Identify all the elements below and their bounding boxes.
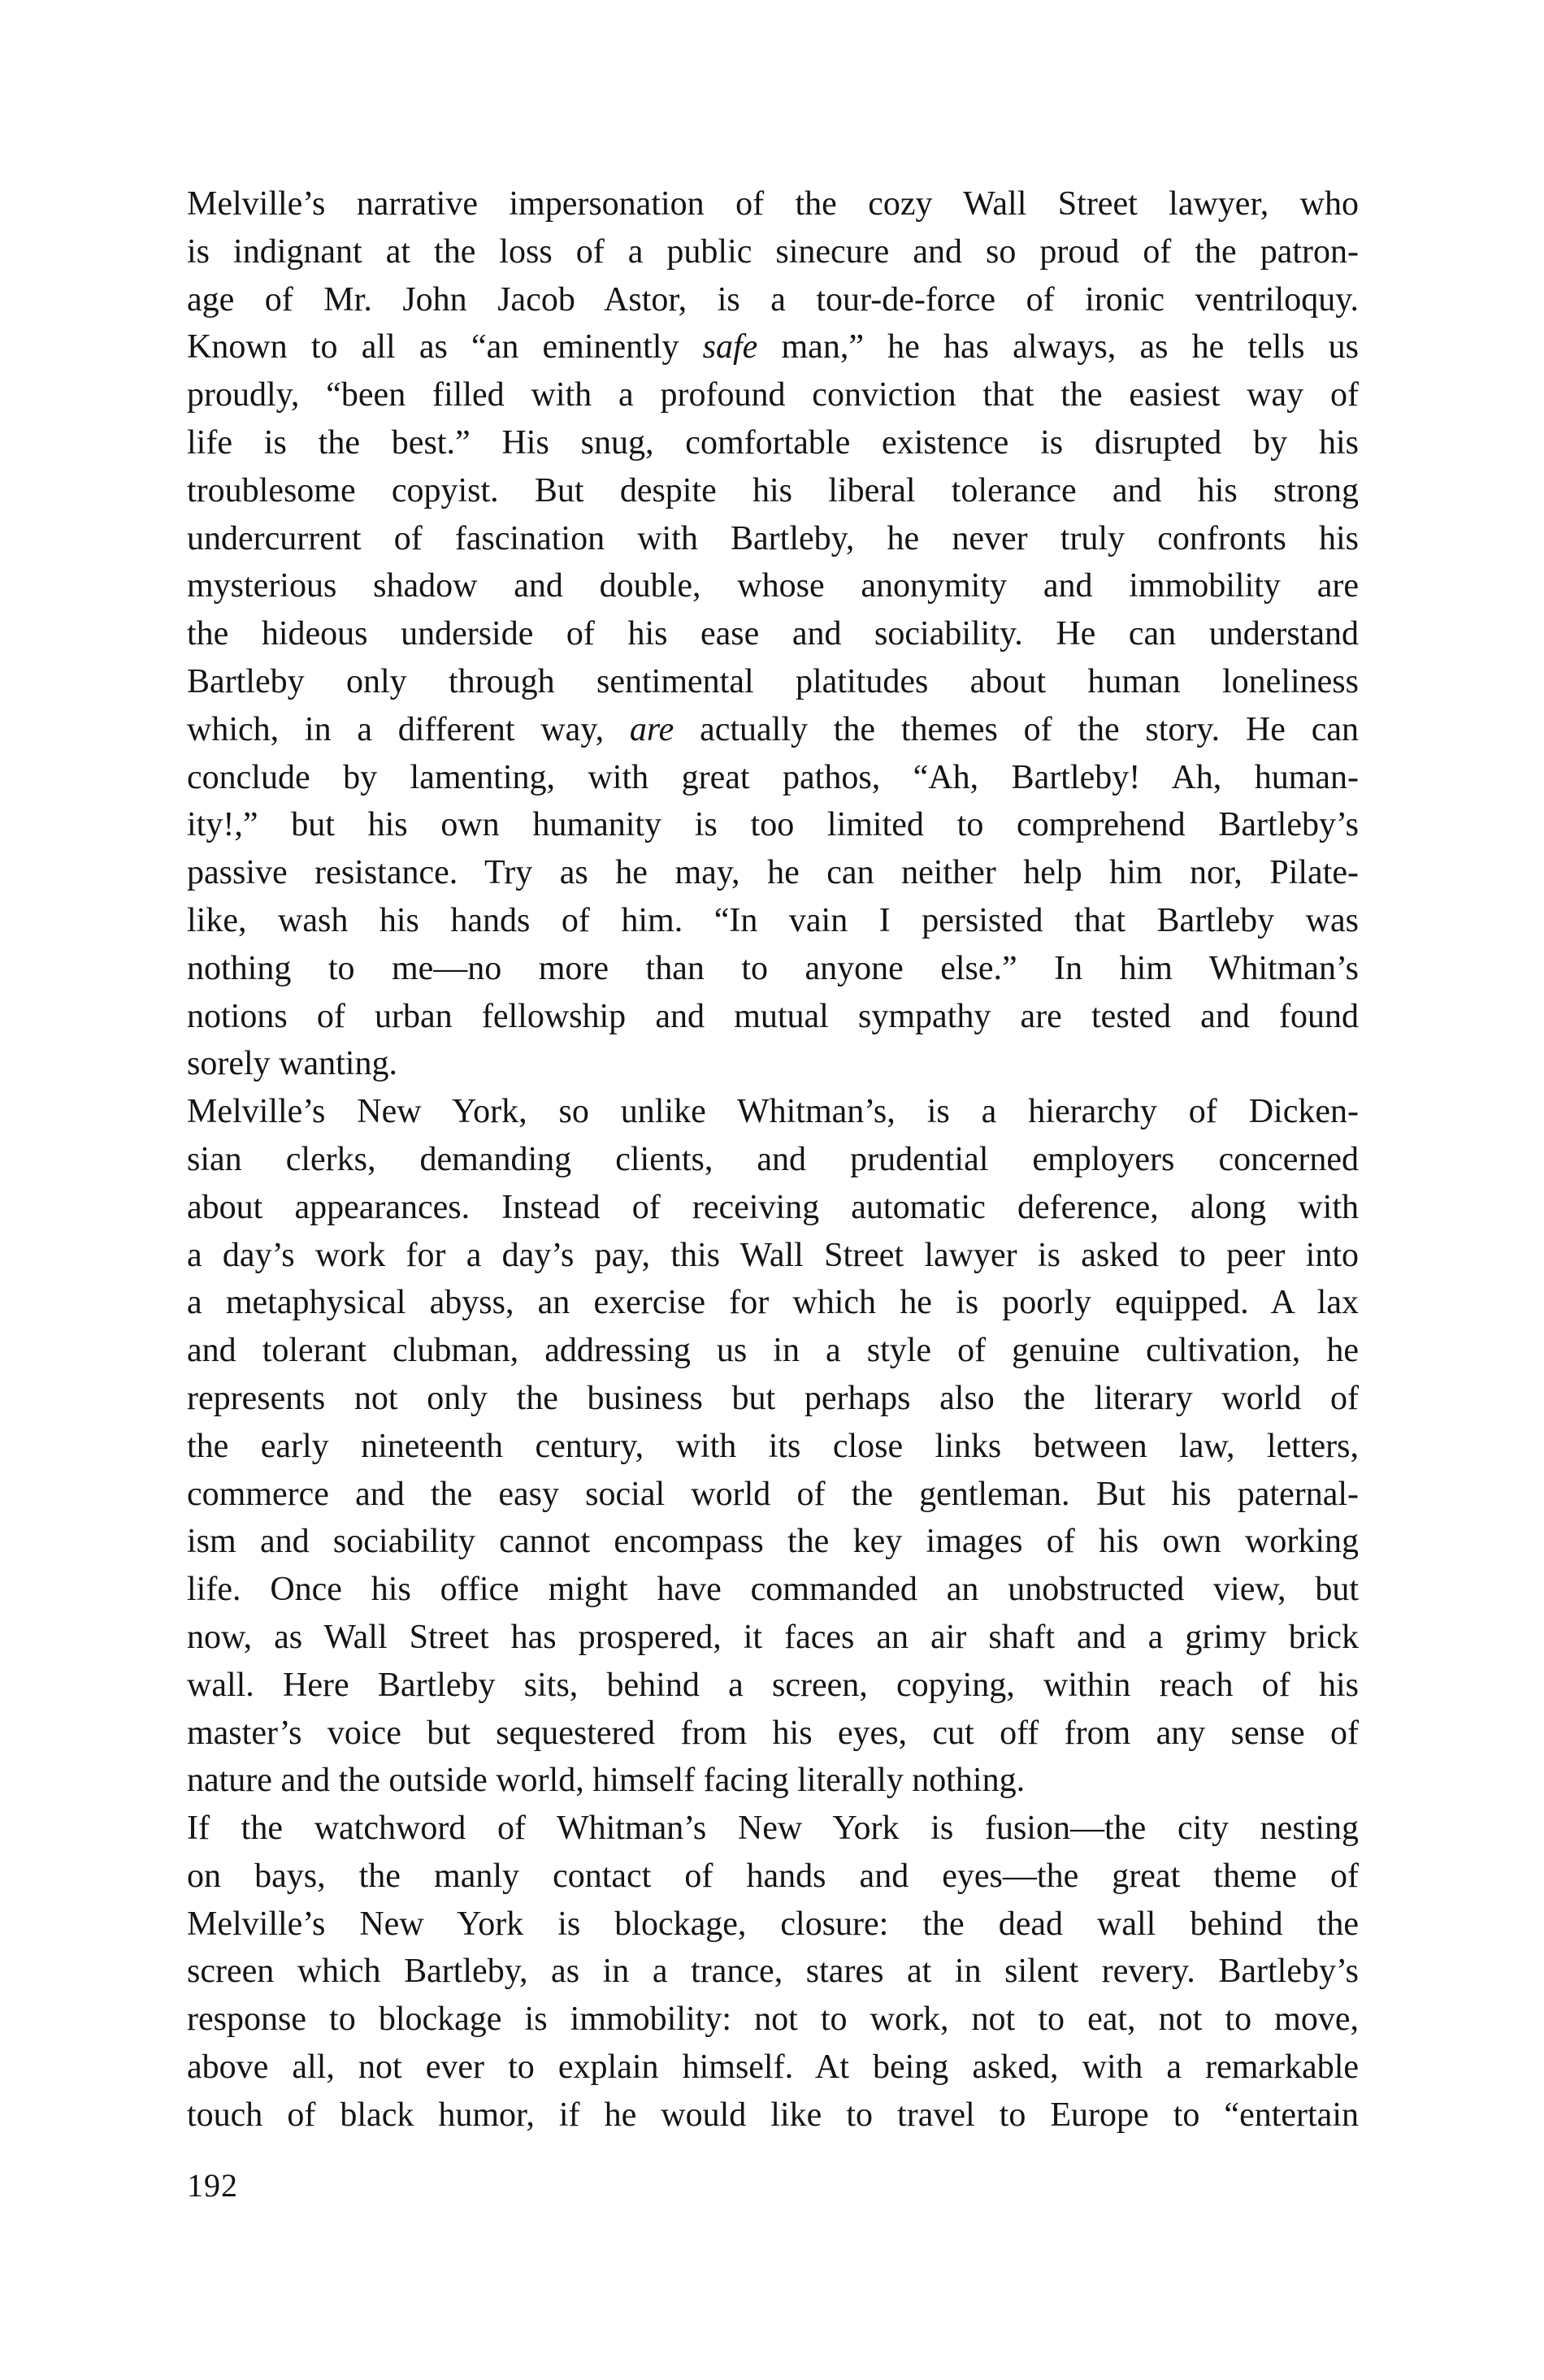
text-line: life. Once his office might have commanded an unobstructed view, but [187, 1571, 1359, 1609]
text-line: mysterious shadow and double, whose anonymity and immobility are [187, 567, 1359, 605]
page-number: 192 [187, 2167, 238, 2204]
text-line: conclude by lamenting, with great pathos, “Ah, Bartleby! Ah, human- [187, 758, 1359, 796]
text-line: on bays, the manly contact of hands and eyes—the great theme of [187, 1857, 1359, 1895]
body-text [187, 180, 1359, 2139]
text-line: ism and sociability cannot encompass the key images of his own working [187, 1523, 1359, 1561]
text-line: the hideous underside of his ease and sociability. He can understand [187, 615, 1359, 653]
text-line: about appearances. Instead of receiving automatic deference, along with [187, 1188, 1359, 1226]
text-line: a metaphysical abyss, an exercise for which he is poorly equipped. A lax [187, 1284, 1359, 1322]
text-line: which, in a different way, are actually the themes of the story. He can [187, 710, 1359, 748]
text-line: screen which Bartleby, as in a trance, stares at in silent revery. Bartleby’s [187, 1953, 1359, 1991]
text-line: Known to all as “an eminently safe man,” he has always, as he tells us [187, 328, 1359, 366]
text-line: above all, not ever to explain himself. At being asked, with a remarkable [187, 2048, 1359, 2087]
text-line: commerce and the easy social world of the gentleman. But his paternal- [187, 1475, 1359, 1513]
text-line: Melville’s narrative impersonation of the cozy Wall Street lawyer, who [187, 185, 1359, 223]
text-line: like, wash his hands of him. “In vain I persisted that Bartleby was [187, 901, 1359, 939]
text-line: If the watchword of Whitman’s New York is fusion—the city nesting [187, 1810, 1359, 1848]
text-line: Melville’s New York, so unlike Whitman’s, is a hierarchy of Dicken- [187, 1093, 1359, 1131]
text-line: wall. Here Bartleby sits, behind a screen, copying, within reach of his [187, 1666, 1359, 1704]
text-line: Melville’s New York is blockage, closure: the dead wall behind the [187, 1905, 1359, 1943]
paragraph [187, 180, 1359, 1088]
text-line: touch of black humor, if he would like to travel to Europe to “entertain [187, 2096, 1359, 2134]
text-line: age of Mr. John Jacob Astor, is a tour-de-force of ironic ventriloquy. [187, 280, 1359, 319]
text-line: master’s voice but sequestered from his eyes, cut off from any sense of [187, 1714, 1359, 1752]
paragraph [187, 1088, 1359, 1805]
text-line: ity!,” but his own humanity is too limited to comprehend Bartleby’s [187, 806, 1359, 844]
text-line: life is the best.” His snug, comfortable existence is disrupted by his [187, 423, 1359, 462]
text-line: represents not only the business but perhaps also the literary world of [187, 1379, 1359, 1417]
text-line: a day’s work for a day’s pay, this Wall Street lawyer is asked to peer into [187, 1236, 1359, 1274]
text-line: is indignant at the loss of a public sinecure and so proud of the patron- [187, 232, 1359, 271]
text-line: proudly, “been filled with a profound conviction that the easiest way of [187, 376, 1359, 414]
text-line: notions of urban fellowship and mutual sympathy are tested and found [187, 997, 1359, 1035]
text-line: Bartleby only through sentimental platitudes about human loneliness [187, 662, 1359, 700]
paragraph [187, 1805, 1359, 2139]
text-line: and tolerant clubman, addressing us in a style of genuine cultivation, he [187, 1332, 1359, 1370]
text-line: the early nineteenth century, with its close links between law, letters, [187, 1427, 1359, 1465]
text-line: troublesome copyist. But despite his liberal tolerance and his strong [187, 471, 1359, 509]
text-line: response to blockage is immobility: not to work, not to eat, not to move, [187, 2001, 1359, 2039]
text-line: sian clerks, demanding clients, and prudential employers concerned [187, 1140, 1359, 1178]
text-line: sorely wanting. [187, 1045, 397, 1083]
text-line: nature and the outside world, himself facing literally nothing. [187, 1762, 1026, 1800]
text-line: undercurrent of fascination with Bartleby, he never truly confronts his [187, 519, 1359, 557]
text-line: nothing to me—no more than to anyone else.” In him Whitman’s [187, 949, 1359, 987]
text-line: passive resistance. Try as he may, he can neither help him nor, Pilate- [187, 854, 1359, 892]
text-line: now, as Wall Street has prospered, it faces an air shaft and a grimy brick [187, 1618, 1359, 1656]
